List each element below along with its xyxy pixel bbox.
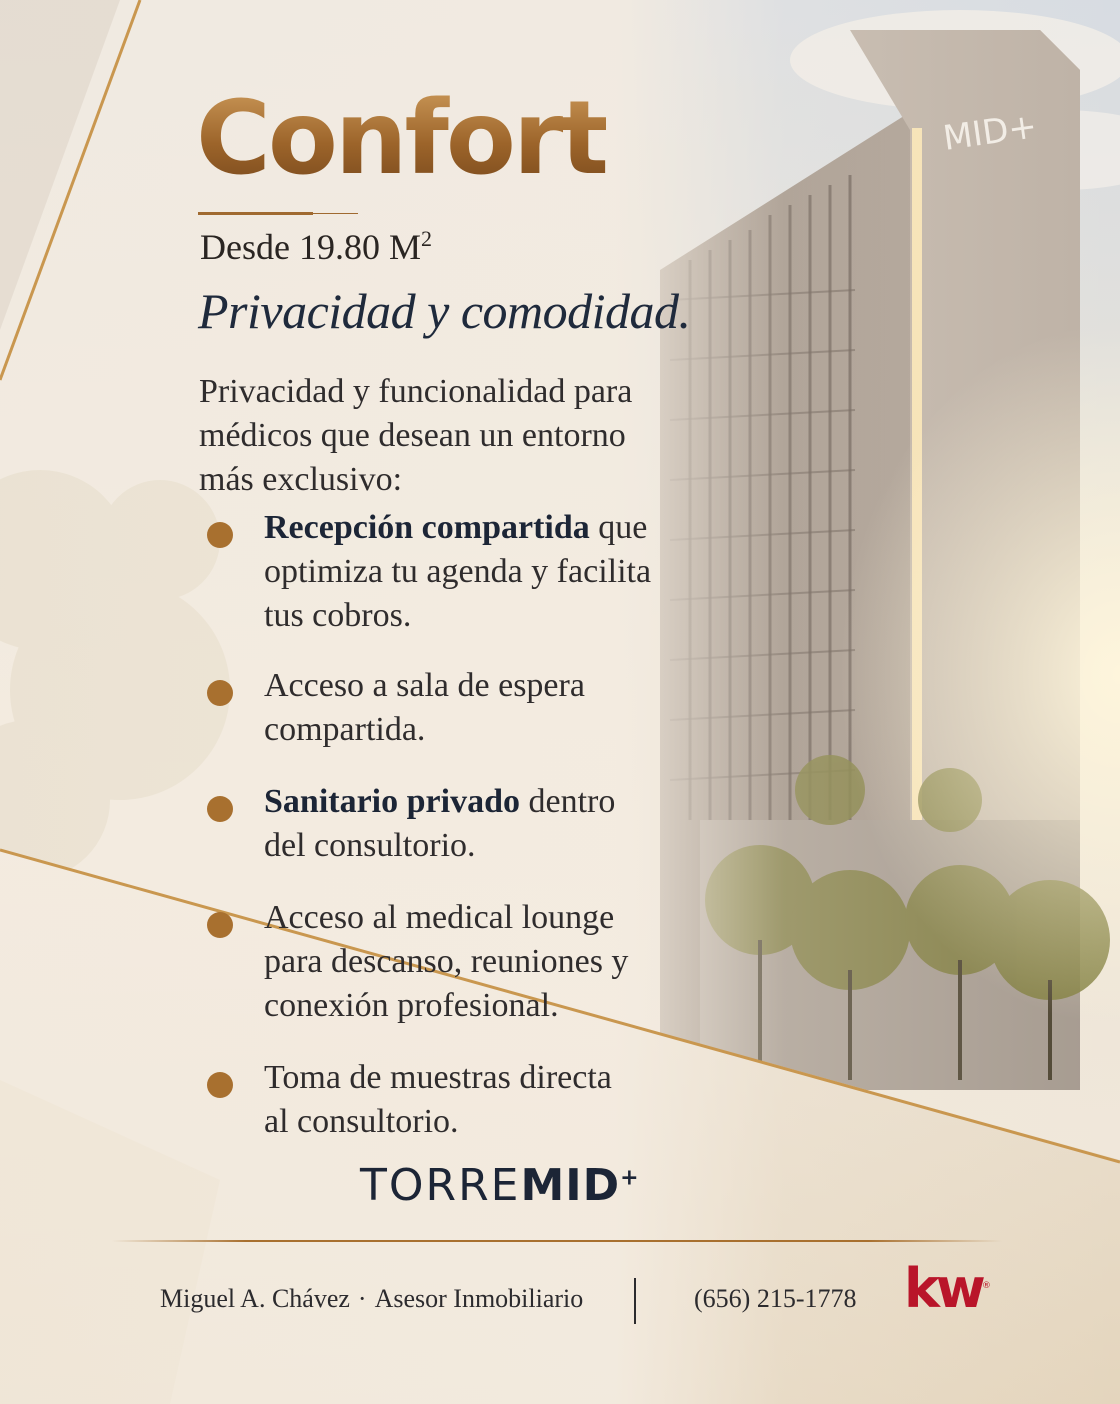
kw-logo-mark: ® <box>981 1281 991 1291</box>
list-item-rest: Acceso a sala de espera compartida. <box>264 667 585 748</box>
list-item-text <box>264 1056 644 1144</box>
footer-vertical-divider <box>634 1278 636 1324</box>
brand-light: TORRE <box>360 1160 521 1211</box>
kw-logo <box>904 1257 991 1320</box>
list-item-rest: que optimiza tu agenda y facilita tus cobros. <box>264 509 652 634</box>
intro-paragraph <box>199 370 669 502</box>
brand-plus: + <box>620 1165 641 1191</box>
intro-line: más exclusivo: <box>199 461 403 498</box>
bullet-dot <box>207 680 233 706</box>
area-superscript: 2 <box>420 226 432 251</box>
agent-name: Miguel A. Chávez <box>160 1284 350 1313</box>
list-item-rest: Acceso al medical lounge para descanso, reuniones y conexión profesional. <box>264 899 629 1024</box>
footer-divider <box>112 1240 1002 1242</box>
list-item-text <box>264 780 664 868</box>
list-item-text <box>264 506 684 638</box>
agent-info <box>160 1284 583 1314</box>
agent-role: Asesor Inmobiliario <box>374 1284 584 1313</box>
bullet-dot <box>207 522 233 548</box>
list-item-text <box>264 664 624 752</box>
bullet-dot <box>207 1072 233 1098</box>
list-item-text <box>264 896 664 1028</box>
brand-logo <box>360 1160 641 1211</box>
page-title: Confort <box>196 79 607 198</box>
list-item-bold: Recepción compartida <box>264 509 590 546</box>
agent-separator: · <box>357 1284 367 1313</box>
intro-line: Privacidad y funcionalidad para <box>199 373 633 410</box>
area-label <box>200 226 432 268</box>
bullet-dot <box>207 796 233 822</box>
area-text: Desde 19.80 M <box>200 227 421 267</box>
list-item-rest: dentro del consultorio. <box>264 783 616 864</box>
list-item-rest: Toma de muestras directa al consultorio. <box>264 1059 612 1140</box>
intro-line: médicos que desean un entorno <box>199 417 626 454</box>
list-item-bold: Sanitario privado <box>264 783 520 820</box>
bullet-dot <box>207 912 233 938</box>
kw-logo-text: kw <box>904 1257 982 1320</box>
brand-bold: MID <box>520 1160 621 1211</box>
tagline: Privacidad y comodidad. <box>198 283 691 339</box>
title-underline <box>198 212 358 217</box>
phone-number[interactable]: (656) 215-1778 <box>694 1284 857 1313</box>
